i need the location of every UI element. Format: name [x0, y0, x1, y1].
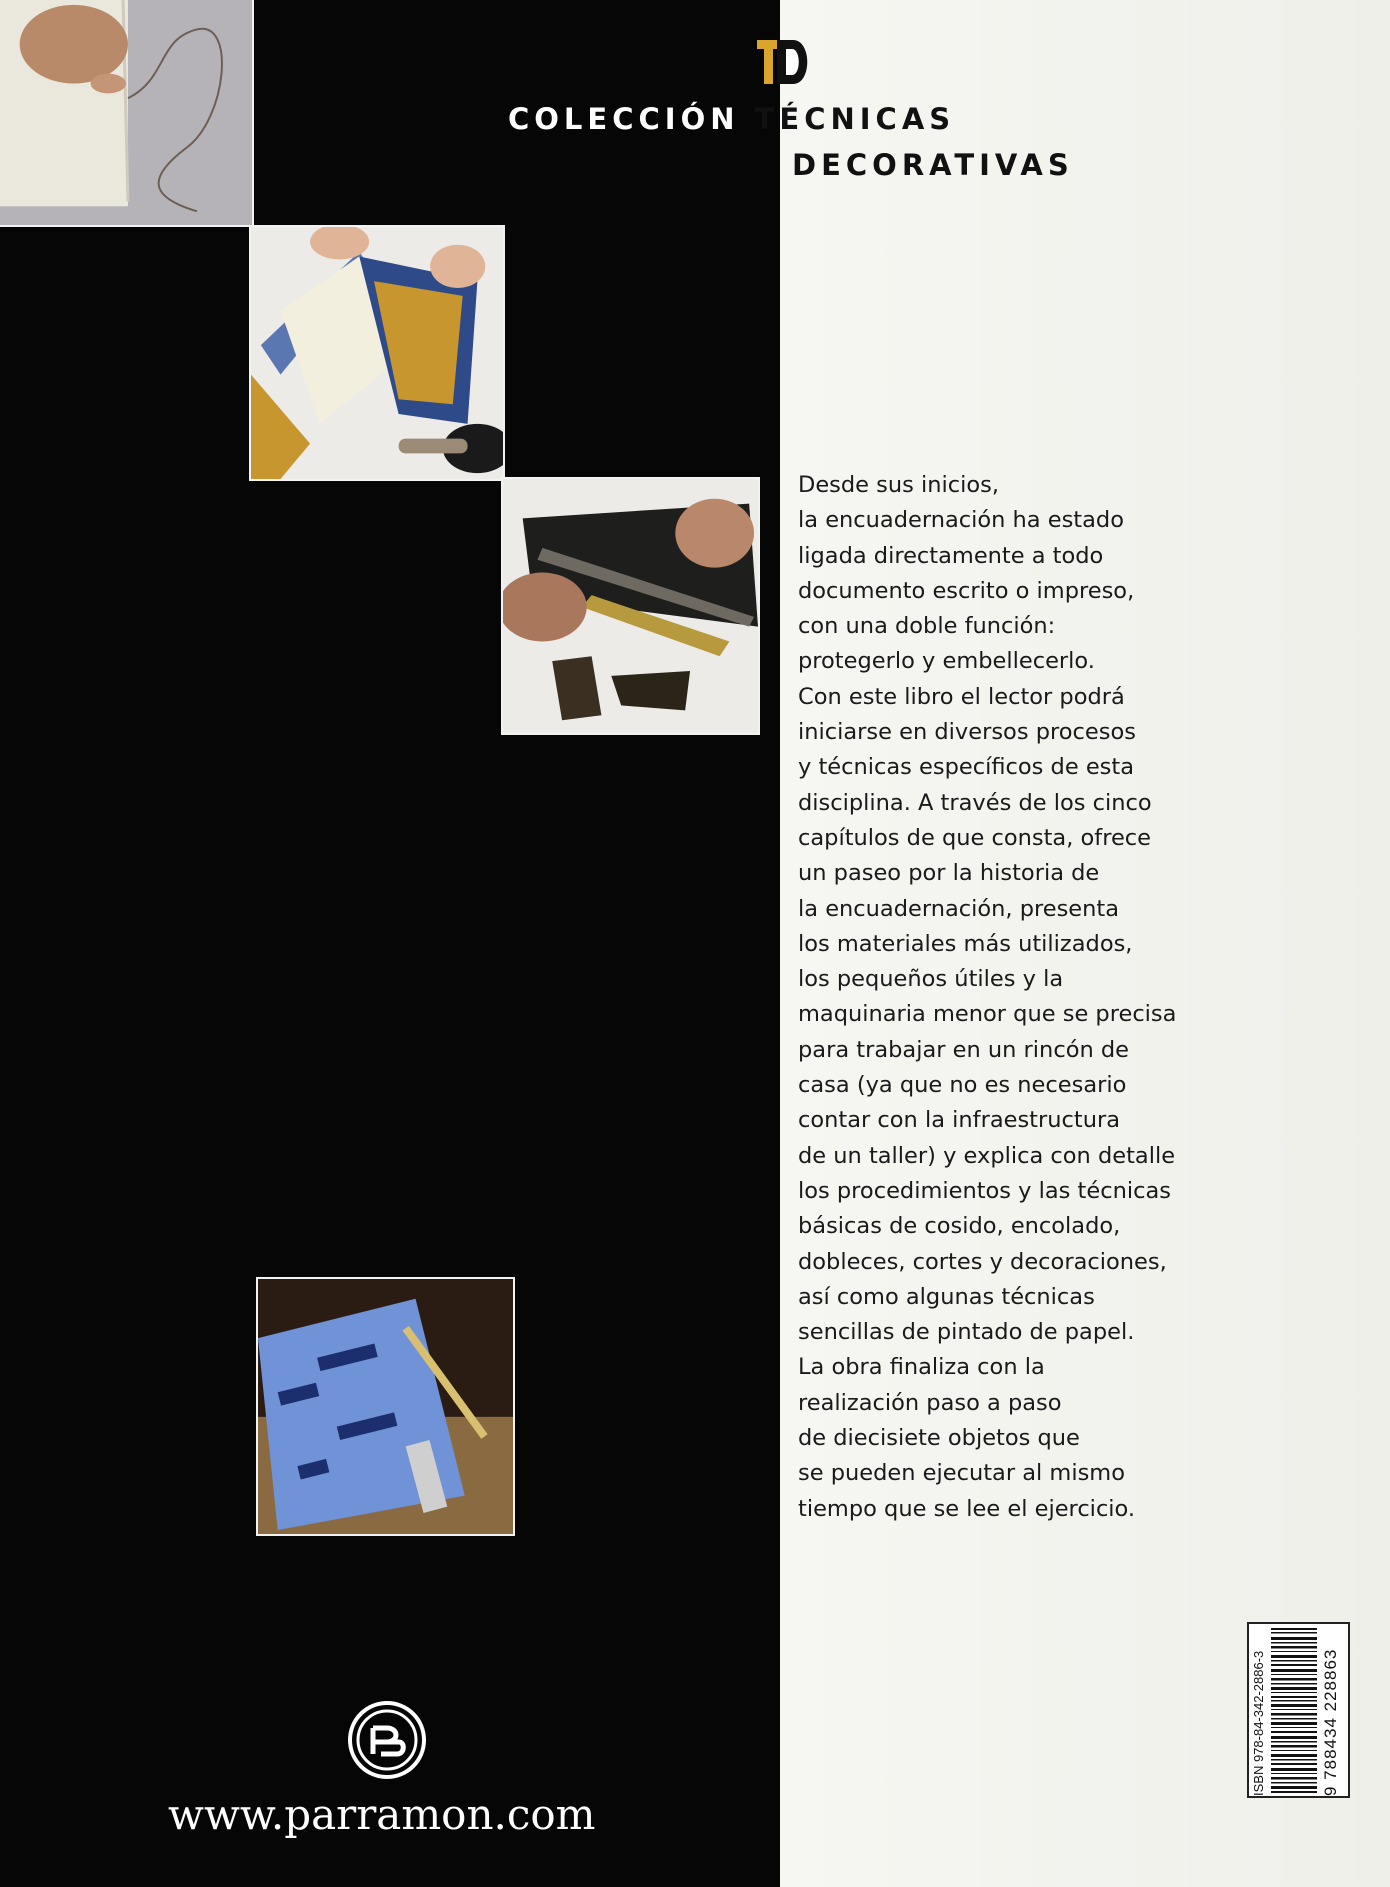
blurb-line: así como algunas técnicas: [798, 1283, 1095, 1310]
series-word-coleccion: COLECCIÓN: [508, 102, 740, 136]
blurb-line: disciplina. A través de los cinco: [798, 789, 1152, 816]
photo-blue-book: [256, 1277, 515, 1536]
blurb-line: los procedimientos y las técnicas: [798, 1177, 1171, 1204]
blurb-line: la encuadernación ha estado: [798, 507, 1124, 534]
series-title-line2: DECORATIVAS: [792, 148, 1074, 182]
blurb-line: dobleces, cortes y decoraciones,: [798, 1248, 1167, 1275]
photo-cutting-leather: [501, 477, 760, 735]
blurb-line: iniciarse en diversos procesos: [798, 719, 1136, 746]
blurb-line: básicas de cosido, encolado,: [798, 1213, 1121, 1240]
blurb-line: Con este libro el lector podrá: [798, 683, 1125, 710]
blurb-line: de diecisiete objetos que: [798, 1425, 1080, 1452]
back-cover-blurb: [798, 468, 1278, 1527]
blurb-line: de un taller) y explica con detalle: [798, 1142, 1176, 1169]
blurb-line: protegerlo y embellecerlo.: [798, 648, 1095, 675]
series-title-line1: [508, 102, 955, 136]
ean-digits: 9 788434 228863: [1321, 1648, 1340, 1796]
isbn-number: ISBN 978-84-342-2886-3: [1251, 1650, 1266, 1796]
blurb-line: Desde sus inicios,: [798, 472, 1000, 498]
blurb-line: documento escrito o impreso,: [798, 577, 1135, 604]
publisher-website[interactable]: www.parramon.com: [168, 1790, 596, 1839]
blurb-line: los materiales más utilizados,: [798, 930, 1133, 957]
photo-sewing-book: [0, 0, 254, 227]
blurb-line: contar con la infraestructura: [798, 1107, 1121, 1134]
blurb-line: se pueden ejecutar al mismo: [798, 1460, 1125, 1487]
blurb-line: para trabajar en un rincón de: [798, 1036, 1129, 1063]
td-series-logo-icon: [757, 40, 817, 84]
blurb-line: con una doble función:: [798, 613, 1056, 640]
parramon-logo-icon: [347, 1700, 427, 1780]
blurb-line: sencillas de pintado de papel.: [798, 1319, 1135, 1346]
blurb-line: la encuadernación, presenta: [798, 895, 1120, 922]
blurb-line: casa (ya que no es necesario: [798, 1072, 1127, 1099]
barcode-bars-icon: [1271, 1628, 1317, 1794]
series-word-tecnicas: TÉCNICAS: [754, 102, 956, 136]
blurb-line: La obra finaliza con la: [798, 1354, 1045, 1381]
blurb-line: un paseo por la historia de: [798, 860, 1100, 887]
blurb-line: realización paso a paso: [798, 1389, 1062, 1416]
blurb-line: y técnicas específicos de esta: [798, 754, 1134, 781]
blurb-line: maquinaria menor que se precisa: [798, 1001, 1177, 1028]
photo-book-box: [249, 225, 505, 481]
blurb-line: los pequeños útiles y la: [798, 966, 1064, 993]
blurb-line: tiempo que se lee el ejercicio.: [798, 1495, 1136, 1522]
blurb-line: ligada directamente a todo: [798, 542, 1104, 569]
blurb-line: capítulos de que consta, ofrece: [798, 824, 1152, 851]
isbn-barcode: [1247, 1622, 1350, 1798]
